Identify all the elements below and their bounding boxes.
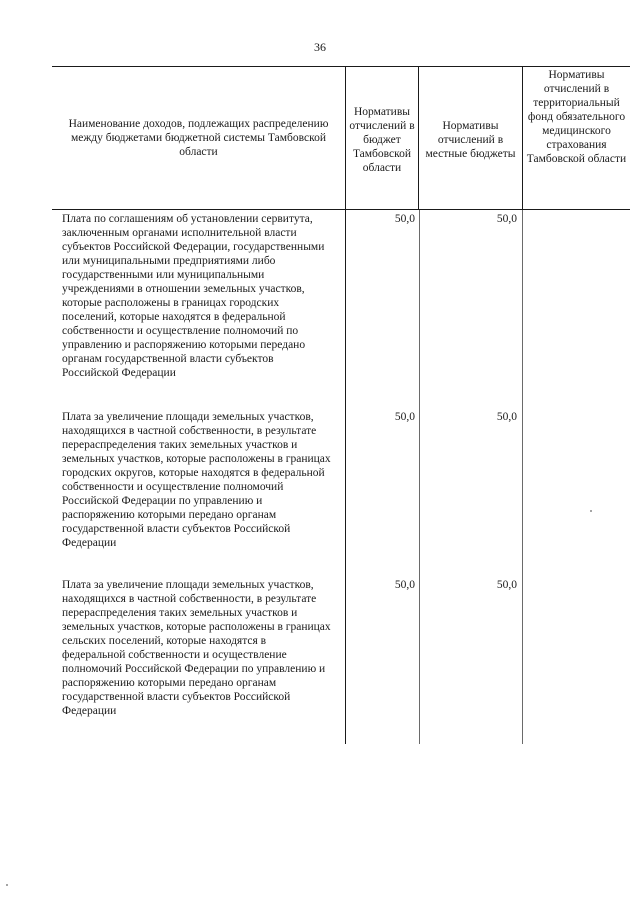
row-description: Плата по соглашениям об установлении сервитута, заключенным органами исполнительной власти субъектов Российской Федерации, государственными или муниципальными предприятиями либо государственными или муниципальными учреждениями в отношении земельных участков, которые расположены в границах городских поселений, которые находятся в федеральной собственности и осуществление полномочий по управлению и распоряжению которыми передано органам государственной власти субъектов Российской Федерации xyxy=(62,213,325,379)
column-divider-2-body xyxy=(419,210,420,744)
page-number: 36 xyxy=(314,40,326,54)
header-bottom-rule xyxy=(52,209,630,210)
header-regional-budget: Нормативы отчислений в бюджет Тамбовской области xyxy=(349,105,415,174)
row-description: Плата за увеличение площади земельных участков, находящихся в частной собственности, в результате перераспределения таких земельных участков и земельных участков, которые расположены в границах городских округов, которые находятся в федеральной собственности и осуществление полномочий Российской Федерации по управлению и распоряжению которыми передано органам государственной власти субъектов Российской Федерации xyxy=(62,411,331,549)
row-local-value: 50,0 xyxy=(496,579,517,591)
header-local-budgets: Нормативы отчислений в местные бюджеты xyxy=(425,119,516,160)
row-local-value: 50,0 xyxy=(496,213,517,225)
row-description: Плата за увеличение площади земельных участков, находящихся в частной собственности, в результате перераспределения таких земельных участков и земельных участков, которые расположены в границах сельских поселений, которые находятся в федеральной собственности и осуществление полномочий Российской Федерации по управлению и распоряжению которыми передано органам государственной власти субъектов Российской Федерации xyxy=(62,579,331,717)
header-revenue-name: Наименование доходов, подлежащих распределению между бюджетами бюджетной системы Тамбовской области xyxy=(68,117,329,158)
scan-speck xyxy=(6,884,8,886)
row-local-value: 50,0 xyxy=(496,411,517,423)
header-medical-insurance-fund: Нормативы отчислений в территориальный фонд обязательного медицинского страхования Тамбовской области xyxy=(526,69,627,165)
column-divider-3-body xyxy=(522,210,523,744)
scan-speck xyxy=(590,510,592,512)
row-regional-value: 50,0 xyxy=(394,579,415,591)
revenue-distribution-table xyxy=(52,66,630,744)
row-regional-value: 50,0 xyxy=(394,213,415,225)
row-regional-value: 50,0 xyxy=(394,411,415,423)
